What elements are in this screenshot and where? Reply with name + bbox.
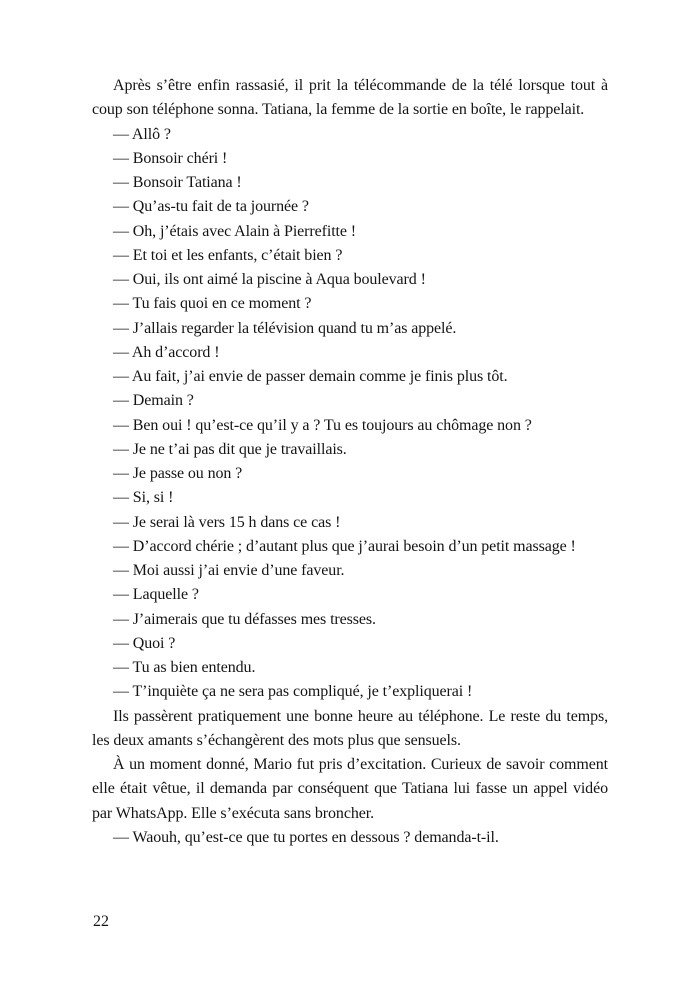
dialogue-line: — D’accord chérie ; d’autant plus que j’aurai besoin d’un petit massage !: [113, 537, 576, 555]
paragraph-narration: Après s’être enfin rassasié, il prit la télécommande de la télé lorsque tout à coup son téléphone sonna. Tatiana, la femme de la sortie en boîte, le rappelait.: [92, 77, 608, 119]
dialogue-line: — Waouh, qu’est-ce que tu portes en dessous ? demanda-t-il.: [113, 828, 499, 846]
dialogue-line: — Si, si !: [113, 489, 174, 507]
dialogue-line: — Allô ?: [113, 125, 171, 143]
page-text: [92, 74, 608, 850]
page-number: 22: [93, 913, 109, 930]
dialogue-line: — Et toi et les enfants, c’était bien ?: [113, 246, 343, 264]
paragraph-narration: À un moment donné, Mario fut pris d’excitation. Curieux de savoir comment elle était vêtue, il demanda par conséquent que Tatiana lui fasse un appel vidéo par WhatsApp. Elle s’exécuta sans broncher.: [92, 756, 608, 822]
dialogue-line: — Ah d’accord !: [113, 343, 220, 361]
dialogue-line: — Quoi ?: [113, 634, 176, 652]
dialogue-line: — Je passe ou non ?: [113, 465, 243, 482]
dialogue-line: — Je ne t’ai pas dit que je travaillais.: [113, 440, 347, 458]
dialogue-line: — Oh, j’étais avec Alain à Pierrefitte !: [113, 222, 357, 240]
dialogue-line: — J’allais regarder la télévision quand tu m’as appelé.: [113, 319, 457, 337]
dialogue-line: — Ben oui ! qu’est-ce qu’il y a ? Tu es toujours au chômage non ?: [113, 416, 532, 434]
dialogue-line: — Tu as bien entendu.: [113, 659, 256, 676]
dialogue-line: — Bonsoir chéri !: [113, 149, 228, 167]
dialogue-line: — Tu fais quoi en ce moment ?: [113, 295, 312, 313]
dialogue-line: — J’aimerais que tu défasses mes tresses.: [113, 610, 376, 628]
paragraph-narration: Ils passèrent pratiquement une bonne heure au téléphone. Le reste du temps, les deux amants s’échangèrent des mots plus que sensuels.: [92, 707, 608, 749]
dialogue-line: — Oui, ils ont aimé la piscine à Aqua boulevard !: [113, 271, 426, 288]
dialogue-line: — Moi aussi j’ai envie d’une faveur.: [113, 562, 345, 579]
dialogue-line: — T’inquiète ça ne sera pas compliqué, je t’expliquerai !: [113, 683, 473, 701]
dialogue-line: — Qu’as-tu fait de ta journée ?: [113, 198, 309, 216]
dialogue-line: — Demain ?: [113, 392, 194, 410]
dialogue-line: — Je serai là vers 15 h dans ce cas !: [113, 513, 341, 531]
dialogue-line: — Au fait, j’ai envie de passer demain comme je finis plus tôt.: [113, 368, 508, 385]
dialogue-line: — Bonsoir Tatiana !: [113, 174, 242, 191]
dialogue-line: — Laquelle ?: [113, 586, 199, 604]
